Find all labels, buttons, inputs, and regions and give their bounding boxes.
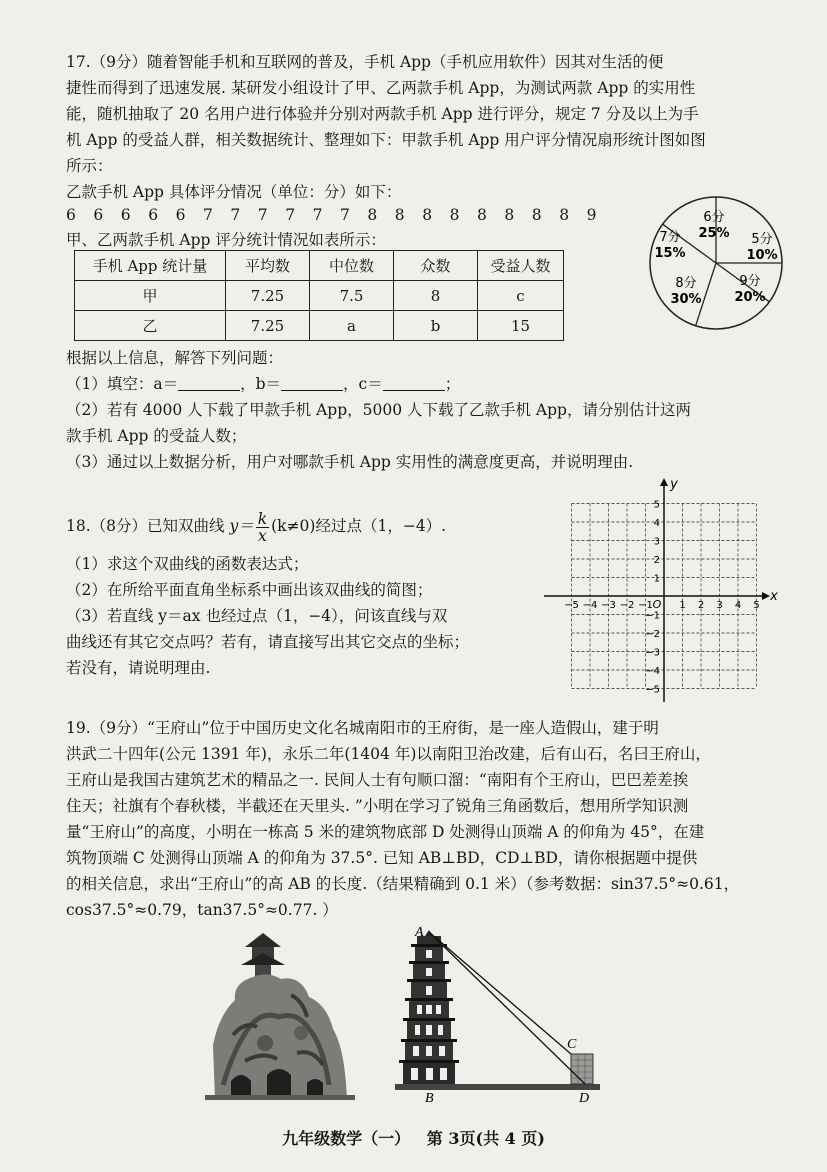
x-tick-label: 3 xyxy=(716,600,723,611)
q17-sub2-line-1: （2）若有 4000 人下载了甲款手机 App，5000 人下载了乙款手机 App，请分别估计这两 xyxy=(66,401,691,419)
label-d: D xyxy=(579,1091,590,1102)
pie-slice-label: 8分 xyxy=(675,276,697,291)
q19-line-7: 的相关信息，求出“王府山”的高 AB 的长度.（结果精确到 0.1 米）（参考数据：sin37.5°≈0.61， xyxy=(66,875,740,893)
q18-coordinate-grid xyxy=(540,478,780,708)
formula-fraction xyxy=(256,511,269,544)
yi-score: 9 xyxy=(586,206,597,224)
footer-page-number: 第 3页(共 4 页) xyxy=(426,1129,545,1148)
table-header-cell: 中位数 xyxy=(310,251,394,281)
q17-intro-line-1: 17.（9分）随着智能手机和互联网的普及，手机 App（手机应用软件）因其对生活的便 xyxy=(66,53,664,71)
table-cell: b xyxy=(394,311,478,341)
pie-slice-label: 9分 xyxy=(739,274,761,289)
table-row xyxy=(75,311,564,341)
q19-line-6: 筑物顶端 C 处测得山顶端 A 的仰角为 37.5°. 已知 AB⊥BD，CD⊥BD，请你根据题中提供 xyxy=(66,849,698,867)
table-header-row xyxy=(75,251,564,281)
table-header-cell: 平均数 xyxy=(226,251,310,281)
table-header-cell: 手机 App 统计量 xyxy=(75,251,226,281)
formula-denominator: x xyxy=(258,526,267,545)
yi-score: 6 xyxy=(175,206,186,224)
y-tick-label: −1 xyxy=(645,610,660,622)
x-tick-label: −1 xyxy=(638,600,653,611)
q19-line-1: 19.（9分）“王府山”位于中国历史文化名城南阳市的王府街，是一座人造假山，建于明 xyxy=(66,719,659,737)
blank-c xyxy=(383,374,445,391)
yi-score: 8 xyxy=(422,206,433,224)
yi-score: 7 xyxy=(340,206,350,224)
origin-label: O xyxy=(652,598,662,611)
q17-sub1 xyxy=(66,372,460,396)
blank-b xyxy=(281,374,343,391)
yi-score: 8 xyxy=(477,206,487,224)
q19-line-4: 住天；社旗有个春秋楼，半截还在天里头. ”小明在学习了锐角三角函数后，想用所学知识测 xyxy=(66,797,689,815)
blank-a xyxy=(178,374,240,391)
yi-score: 6 xyxy=(148,206,159,224)
table-cell: 15 xyxy=(478,311,564,341)
table-cell: 7.25 xyxy=(226,281,310,311)
q18-sub3-line-1: （3）若直线 y＝ax 也经过点（1，−4），问该直线与双 xyxy=(66,607,448,625)
q17-sub3: （3）通过以上数据分析，用户对哪款手机 App 实用性的满意度更高，并说明理由. xyxy=(66,453,634,471)
q17-intro-line-5: 所示： xyxy=(66,157,113,175)
x-tick-label: 1 xyxy=(679,600,686,611)
label-c: C xyxy=(567,1037,577,1052)
label-b: B xyxy=(425,1091,434,1102)
table-cell: c xyxy=(478,281,564,311)
yi-score: 8 xyxy=(504,206,515,224)
q17-intro-line-4: 机 App 的受益人群，相关数据统计、整理如下：甲款手机 App 用户评分情况扇形统计图如图 xyxy=(66,131,706,149)
y-tick-label: −5 xyxy=(645,684,660,696)
formula-numerator: k xyxy=(257,509,268,528)
y-axis-label: y xyxy=(670,478,678,492)
x-tick-label: −3 xyxy=(601,600,616,611)
table-header-cell: 众数 xyxy=(394,251,478,281)
table-cell: 乙 xyxy=(75,311,226,341)
wangfushan-photo xyxy=(205,925,355,1100)
yi-score: 8 xyxy=(394,206,405,224)
x-tick-label: 5 xyxy=(753,600,760,611)
sub1-a-text: （1）填空：a＝ xyxy=(66,375,179,393)
q19-line-5: 量“王府山”的高度，小明在一栋高 5 米的建筑物底部 D 处测得山顶端 A 的仰角为 45°，在建 xyxy=(66,823,705,841)
q18-head-tail: 经过点（1，−4）. xyxy=(315,517,447,535)
footer-left: 九年级数学（一） xyxy=(282,1129,411,1148)
q18-head xyxy=(66,506,446,546)
table-cell: 甲 xyxy=(75,281,226,311)
y-tick-label: −3 xyxy=(645,647,660,659)
y-tick-label: −4 xyxy=(645,666,660,677)
building-cd xyxy=(571,1054,593,1084)
q17-pie-chart xyxy=(646,193,786,333)
formula-condition: (k≠0) xyxy=(271,517,316,535)
yi-score: 6 xyxy=(93,206,104,224)
formula-lhs: y＝ xyxy=(229,517,254,535)
y-tick-label: 2 xyxy=(653,555,660,566)
sub1-b-text: ，b＝ xyxy=(240,375,282,393)
x-tick-label: −4 xyxy=(582,600,598,611)
q18-sub3-line-2: 曲线还有其它交点吗？若有，请直接写出其它交点的坐标； xyxy=(66,633,470,651)
y-tick-label: −2 xyxy=(645,629,660,640)
pie-slice-percent: 15% xyxy=(654,246,686,261)
pie-slice-label: 5分 xyxy=(751,232,773,247)
yi-score: 8 xyxy=(559,206,570,224)
yi-score: 6 xyxy=(120,206,131,224)
table-cell: 7.5 xyxy=(310,281,394,311)
yi-score: 7 xyxy=(312,206,323,224)
y-tick-label: 3 xyxy=(653,536,660,548)
q17-intro-line-2: 捷性而得到了迅速发展. 某研发小组设计了甲、乙两款手机 App，为测试两款 App 的实用性 xyxy=(66,79,696,97)
q18-sub2: （2）在所给平面直角坐标系中画出该双曲线的简图； xyxy=(66,581,433,599)
table-header-cell: 受益人数 xyxy=(478,251,564,281)
q17-yi-title: 乙款手机 App 具体评分情况（单位：分）如下： xyxy=(66,183,402,201)
x-axis-arrow xyxy=(762,592,770,600)
yi-score: 7 xyxy=(230,206,241,224)
y-axis-arrow xyxy=(660,478,668,486)
yi-score: 6 xyxy=(66,206,76,224)
q17-sub2-line-2: 款手机 App 的受益人数； xyxy=(66,427,247,445)
q17-lead: 根据以上信息，解答下列问题： xyxy=(66,349,284,367)
x-axis-label: x xyxy=(770,589,778,604)
y-tick-label: 1 xyxy=(653,573,660,585)
pie-slice-label: 7分 xyxy=(659,230,681,245)
table-cell: a xyxy=(310,311,394,341)
q18-sub3-line-3: 若没有，请说明理由. xyxy=(66,659,211,677)
x-tick-label: 4 xyxy=(734,600,742,611)
q19-line-2: 洪武二十四年(公元 1391 年)，永乐二年(1404 年)以南阳卫治改建，后有山石，名曰王府山， xyxy=(66,745,711,763)
page-footer xyxy=(0,1126,827,1149)
yi-score: 8 xyxy=(367,206,378,224)
pie-slice-label: 6分 xyxy=(703,210,725,225)
q17-table-title: 甲、乙两款手机 App 评分统计情况如表所示： xyxy=(66,231,386,249)
q17-stats-table xyxy=(74,250,564,341)
yi-score: 8 xyxy=(449,206,460,224)
yi-score: 7 xyxy=(285,206,296,224)
y-tick-label: 5 xyxy=(653,499,660,511)
pie-slice-percent: 10% xyxy=(746,248,778,263)
x-tick-label: −2 xyxy=(619,600,635,611)
sub1-c-text: ，c＝ xyxy=(343,375,383,393)
yi-score: 8 xyxy=(531,206,542,224)
ground-line xyxy=(395,1084,600,1090)
sub1-end-text: ； xyxy=(444,375,461,393)
table-row xyxy=(75,281,564,311)
pie-slice-percent: 30% xyxy=(670,292,702,307)
table-cell: 8 xyxy=(394,281,478,311)
y-tick-label: 4 xyxy=(653,518,660,529)
q17-intro-line-3: 能，随机抽取了 20 名用户进行体验并分别对两款手机 App 进行评分，规定 7 分及以上为手 xyxy=(66,105,699,123)
table-cell: 7.25 xyxy=(226,311,310,341)
pie-slice-percent: 25% xyxy=(698,226,730,241)
pie-slice-percent: 20% xyxy=(734,290,766,305)
yi-score: 7 xyxy=(257,206,268,224)
yi-score: 7 xyxy=(203,206,213,224)
q18-sub1: （1）求这个双曲线的函数表达式； xyxy=(66,555,309,573)
label-a: A xyxy=(415,925,424,940)
q19-line-8: cos37.5°≈0.79，tan37.5°≈0.77. ） xyxy=(66,901,338,919)
x-tick-label: 2 xyxy=(697,600,705,611)
q19-geometry-diagram xyxy=(395,922,615,1102)
q18-head-text: 18.（8分）已知双曲线 xyxy=(66,517,225,535)
q19-line-3: 王府山是我国古建筑艺术的精品之一. 民间人士有句顺口溜：“南阳有个王府山，巴巴差差挨 xyxy=(66,771,689,789)
x-tick-label: −5 xyxy=(564,600,579,611)
